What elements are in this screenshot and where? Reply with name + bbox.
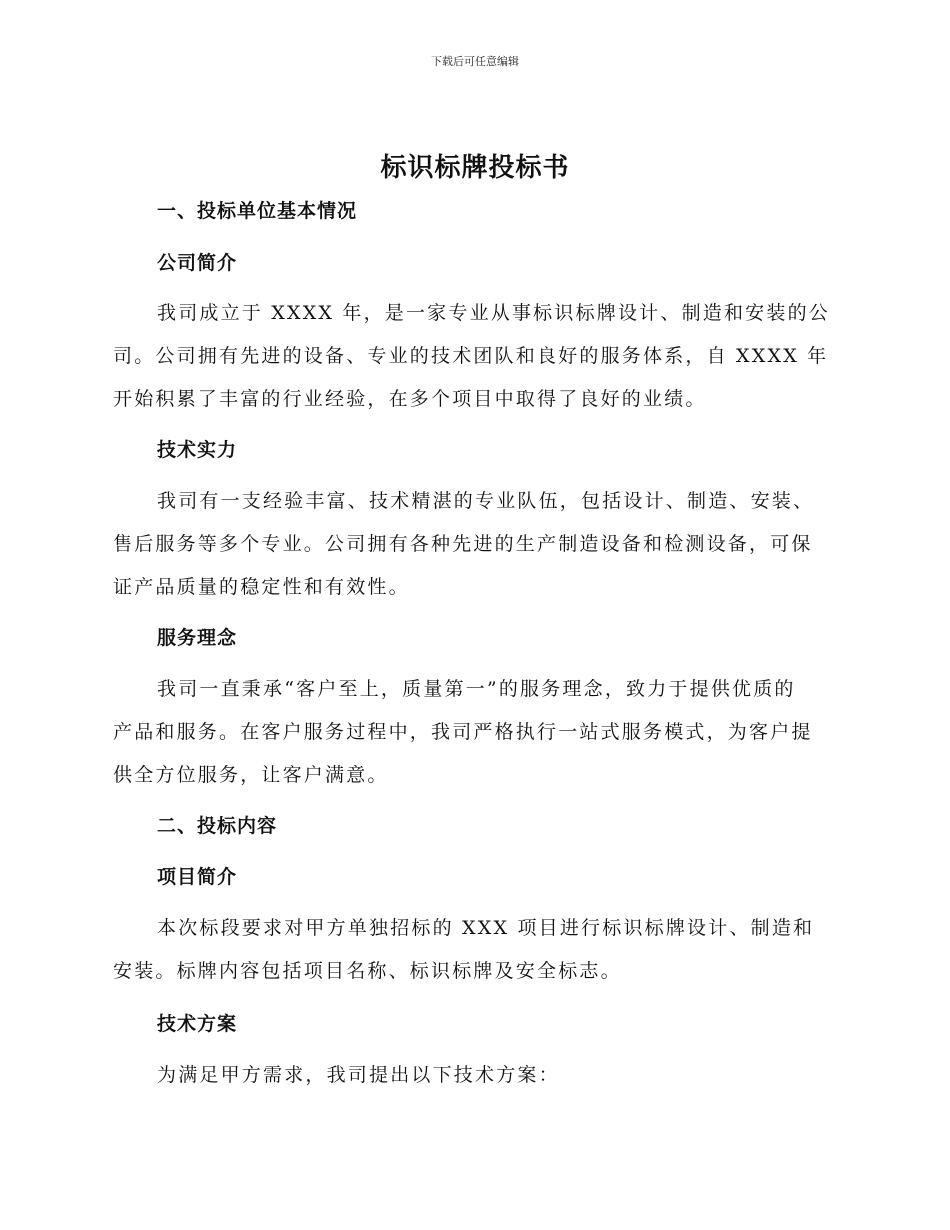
paragraph-line: 供全方位服务，让客户满意。 <box>113 764 389 786</box>
paragraph-line: 司。公司拥有先进的设备、专业的技术团队和良好的服务体系，自 XXXX 年 <box>113 345 829 367</box>
paragraph-project-intro <box>113 907 835 993</box>
paragraph-line: 开始积累了丰富的行业经验，在多个项目中取得了良好的业绩。 <box>113 388 707 410</box>
paragraph-line: 安装。标牌内容包括项目名称、标识标牌及安全标志。 <box>113 960 622 982</box>
subheading-tech-plan: 技术方案 <box>157 1013 238 1035</box>
section-heading-bid-content: 二、投标内容 <box>157 815 278 837</box>
paragraph-line: 为满足甲方需求，我司提出以下技术方案： <box>157 1064 560 1086</box>
paragraph-line: 我司有一支经验丰富、技术精湛的专业队伍，包括设计、制造、安装、 <box>157 490 815 512</box>
subheading-project-intro: 项目简介 <box>157 866 238 888</box>
paragraph-line: 产品和服务。在客户服务过程中，我司严格执行一站式服务模式，为客户提 <box>113 721 813 743</box>
paragraph-line: 证产品质量的稳定性和有效性。 <box>113 576 410 598</box>
section-heading-basic-info: 一、投标单位基本情况 <box>157 200 358 222</box>
paragraph-line: 我司一直秉承“客户至上，质量第一”的服务理念，致力于提供优质的 <box>157 678 796 700</box>
subheading-company-intro: 公司简介 <box>157 252 238 274</box>
subheading-tech-strength: 技术实力 <box>157 439 238 461</box>
document-title: 标识标牌投标书 <box>380 153 570 183</box>
paragraph-line: 本次标段要求对甲方单独招标的 XXX 项目进行标识标牌设计、制造和 <box>157 917 815 939</box>
paragraph-line: 售后服务等多个专业。公司拥有各种先进的生产制造设备和检测设备，可保 <box>113 533 813 555</box>
paragraph-service-philosophy <box>113 668 835 797</box>
subheading-service-philosophy: 服务理念 <box>157 627 238 649</box>
paragraph-line: 我司成立于 XXXX 年，是一家专业从事标识标牌设计、制造和安装的公 <box>157 302 830 324</box>
paragraph-company-intro <box>113 292 835 421</box>
paragraph-tech-plan <box>113 1054 835 1097</box>
paragraph-tech-strength <box>113 480 835 609</box>
header-note: 下载后可任意编辑 <box>431 55 519 68</box>
